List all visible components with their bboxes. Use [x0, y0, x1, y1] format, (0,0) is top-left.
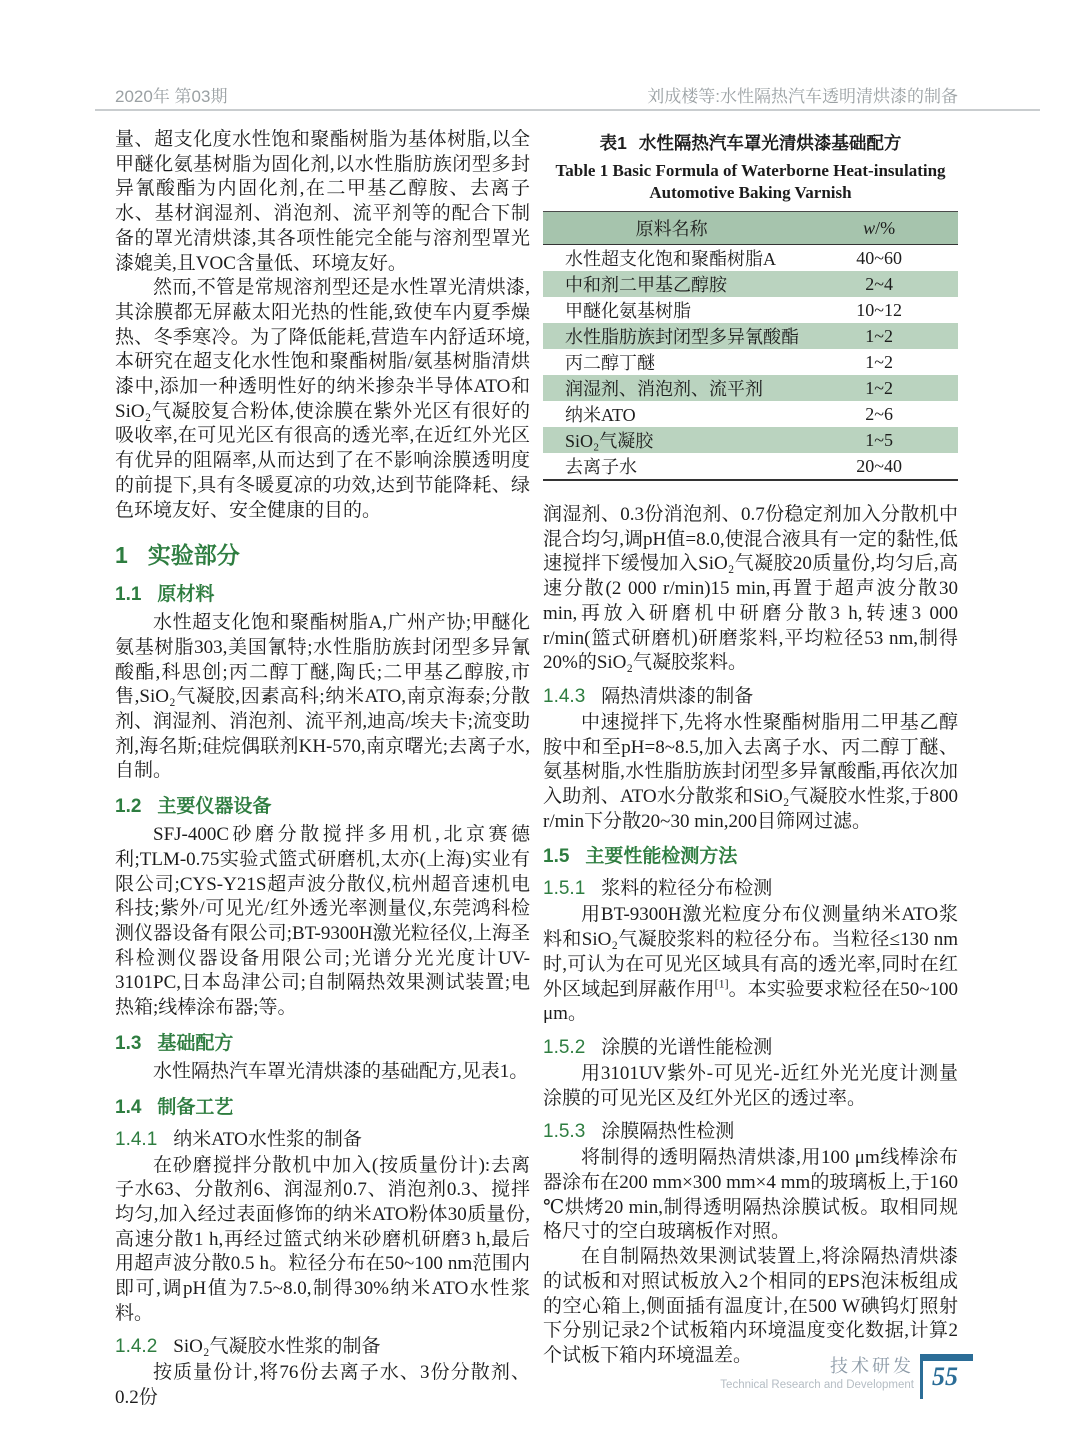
paragraph-ato-slurry: 在砂磨搅拌分散机中加入(按质量份计):去离子水63、分散剂6、润湿剂0.7、消泡剂0.3、搅拌均匀,加入经过表面修饰的纳米ATO粉体30质量份,高速分散1 h,再经过篮式纳米砂磨机研磨3 h,最后用超声波分散0.5 h。粒径分布在50~100 nm范围内即可,调pH值为7.5~8.0,制得30%纳米ATO水性浆料。	[115, 1154, 530, 1324]
table-row: 去离子水 20~40	[565, 455, 903, 477]
table-caption-number: 表1	[599, 133, 627, 153]
column-header-material: 原料名称	[543, 212, 800, 245]
table-caption-en-line2: Automotive Baking Varnish	[649, 183, 852, 202]
paragraph-materials: 水性超支化饱和聚酯树脂A,广州产协;甲醚化氨基树脂303,美国氰特;水性脂肪族封闭型多异氰酸酯,科思创;丙二醇丁醚,陶氏;二甲基乙醇胺,市售,SiO₂气凝胶,因素高科;纳米ATO,南京海泰;分散剂、润湿剂、消泡剂、流平剂,迪高/埃夫卡;流变助剂,海名斯;硅烷偶联剂KH-570,南京曙光;去离子水,自制。	[115, 612, 530, 782]
left-column	[115, 128, 530, 1411]
section-heading-1-2	[115, 791, 530, 818]
section-title: 基础配方	[157, 1032, 234, 1054]
section-title: 涂膜隔热性检测	[601, 1121, 735, 1143]
citation-ref: [1]	[714, 976, 729, 991]
table-row: SiO₂气凝胶 1~5	[543, 427, 958, 453]
section-number: 1.3	[115, 1032, 142, 1054]
section-heading-1-4-1	[115, 1124, 530, 1151]
table-header-row	[543, 212, 958, 245]
table-row: 水性超支化饱和聚酯树脂A 40~60	[565, 247, 903, 269]
paragraph-heat-test-1: 将制得的透明隔热清烘漆,用100 μm线棒涂布器涂布在200 mm×300 mm×4 mm的玻璃板上,于160 ℃烘烤20 min,制得透明隔热涂膜试板。取相同规格尺寸的空白玻璃板作对照。	[543, 1147, 958, 1243]
table-row: 水性脂肪族封闭型多异氰酸酯 1~2	[543, 323, 958, 349]
table-row: 中和剂二甲基乙醇胺 2~4	[543, 271, 958, 297]
section-title: 实验部分	[147, 542, 240, 569]
table-caption-cn	[543, 130, 958, 155]
paragraph-intro-2: 然而,不管是常规溶剂型还是水性罩光清烘漆,其涂膜都无屏蔽太阳光热的性能,致使车内夏季燥热、冬季寒冷。为了降低能耗,营造车内舒适环境,本研究在超支化水性饱和聚酯树脂/氨基树脂清烘漆中,添加一种透明性好的纳米掺杂半导体ATO和SiO₂气凝胶复合粉体,使涂膜在紫外光区有很好的吸收率,在可见光区有很高的透光率,在近红外光区有优异的阻隔率,从而达到了在不影响涂膜透明度的前提下,具有冬暖夏凉的功效,达到节能降耗、绿色环境友好、安全健康的目的。	[115, 277, 530, 521]
header-rule	[95, 109, 1040, 111]
section-heading-1-5-2	[543, 1032, 958, 1059]
section-title: 制备工艺	[157, 1096, 234, 1118]
paragraph-spectral-test: 用3101UV紫外-可见光-近红外光光度计测量涂膜的可见光区及红外光区的透过率。	[543, 1062, 958, 1109]
section-number: 1	[115, 542, 128, 569]
paragraph-intro-continuation: 量、超支化度水性饱和聚酯树脂为基体树脂,以全甲醚化氨基树脂为固化剂,以水性脂肪族闭型多封异氰酸酯为内固化剂,在二甲基乙醇胺、去离子水、基材润湿剂、消泡剂、流平剂等的配合下制备的罩光清烘漆,其各项性能完全能与溶剂型罩光漆媲美,且VOC含量低、环境友好。	[115, 129, 530, 274]
paragraph-base-formula: 水性隔热汽车罩光清烘漆的基础配方,见表1。	[153, 1060, 529, 1082]
section-heading-1-4-2	[115, 1331, 530, 1358]
page-number-box	[920, 1354, 973, 1399]
table-row: 纳米ATO 2~6	[565, 403, 894, 425]
section-number: 1.1	[115, 584, 142, 606]
footer-section-cn: 技术研发	[830, 1356, 914, 1376]
section-title: SiO₂气凝胶水性浆的制备	[173, 1336, 381, 1358]
paragraph-instruments: SFJ-400C砂磨分散搅拌多用机,北京赛德利;TLM-0.75实验式篮式研磨机,太亦(上海)实业有限公司;CYS-Y21S超声波分散仪,杭州超音速机电科技;紫外/可见光/红外透光率测量仪,东莞鸿科检测仪器设备有限公司;BT-9300H激光粒径仪,上海圣科检测仪器设备用限公司;光谱分光光度计UV-3101PC,日本岛津公司;自制隔热效果测试装置;电热箱;线棒涂布器;等。	[115, 824, 530, 1019]
section-number: 1.4.2	[115, 1336, 158, 1358]
section-heading-1-5-1	[543, 873, 958, 900]
column-header-weight-percent: w/%	[800, 212, 958, 245]
section-heading-1-3	[115, 1028, 530, 1055]
table-row: 甲醚化氨基树脂 10~12	[565, 299, 903, 321]
section-number: 1.5	[543, 846, 570, 868]
section-number: 1.4.3	[543, 685, 586, 707]
section-title: 原材料	[157, 584, 215, 606]
section-number: 1.2	[115, 796, 142, 818]
table-row: 丙二醇丁醚 1~2	[565, 351, 894, 373]
section-number: 1.5.2	[543, 1036, 586, 1058]
section-title: 主要仪器设备	[157, 796, 272, 818]
journal-issue: 2020年 第03期	[115, 87, 228, 106]
section-title: 涂膜的光谱性能检测	[601, 1036, 773, 1058]
section-heading-1-1	[115, 579, 530, 606]
paragraph-particle-size: 用BT-9300H激光粒度分布仪测量纳米ATO浆料和SiO₂气凝胶浆料的粒径分布。当粒径≤130 nm时,可认为在可见光区域具有高的透光率,同时在红外区域起到屏蔽作用[1]。本实验要求粒径在50~100 μm。	[543, 904, 958, 1025]
footer-section-label	[720, 1352, 914, 1391]
paragraph-varnish-prep: 中速搅拌下,先将水性聚酯树脂用二甲基乙醇胺中和至pH=8~8.5,加入去离子水、丙二醇丁醚、氨基树脂,水性脂肪族封闭型多异氰酸酯,再依次加入助剂、ATO水分散浆和SiO₂气凝胶水性浆,于800 r/min下分散20~30 min,200目筛网过滤。	[543, 711, 958, 832]
table-1-block	[543, 130, 958, 481]
table-caption-text: 水性隔热汽车罩光清烘漆基础配方	[638, 133, 902, 153]
table-row: 润湿剂、消泡剂、流平剂 1~2	[543, 375, 958, 401]
section-heading-1-4-3	[543, 681, 958, 708]
section-number: 1.4.1	[115, 1128, 158, 1150]
section-heading-1-5	[543, 841, 958, 868]
running-title: 刘成楼等:水性隔热汽车透明清烘漆的制备	[647, 87, 958, 106]
footer-section-en: Technical Research and Development	[720, 1379, 914, 1391]
page-number: 55	[932, 1362, 958, 1391]
section-heading-1-4	[115, 1092, 530, 1119]
section-title: 隔热清烘漆的制备	[601, 685, 754, 707]
section-title: 主要性能检测方法	[585, 846, 738, 868]
table-caption-en	[543, 160, 958, 204]
paragraph-sio2-slurry-start: 按质量份计,将76份去离子水、3份分散剂、0.2份	[115, 1362, 530, 1409]
section-heading-1-5-3	[543, 1116, 958, 1143]
formula-table	[543, 211, 958, 481]
section-number: 1.5.3	[543, 1121, 586, 1143]
section-title: 纳米ATO水性浆的制备	[173, 1128, 362, 1150]
right-column	[543, 128, 958, 1369]
paragraph-sio2-slurry-continuation: 润湿剂、0.3份消泡剂、0.7份稳定剂加入分散机中混合均匀,调pH值=8.0,使混合液具有一定的黏性,低速搅拌下缓慢加入SiO₂气凝胶20质量份,均匀后,高速分散(2 000 r/min)15 min,再置于超声波分散30 min,再放入研磨机中研磨分散3 h,转速3 000 r/min(篮式研磨机)研磨浆料,平均粒径53 nm,制得20%的SiO₂气凝胶浆料。	[543, 504, 958, 674]
section-title: 浆料的粒径分布检测	[601, 878, 773, 900]
table-caption-en-line1: Table 1 Basic Formula of Waterborne Heat-insulating	[555, 161, 946, 180]
paragraph-heat-test-2: 在自制隔热效果测试装置上,将涂隔热清烘漆的试板和对照试板放入2个相同的EPS泡沫板组成的空心箱上,侧面插有温度计,在500 W碘钨灯照射下分别记录2个试板箱内环境温度变化数据,计算2个试板下箱内环境温差。	[543, 1246, 958, 1366]
section-heading-1	[115, 537, 530, 570]
section-number: 1.5.1	[543, 878, 586, 900]
section-number: 1.4	[115, 1096, 142, 1118]
